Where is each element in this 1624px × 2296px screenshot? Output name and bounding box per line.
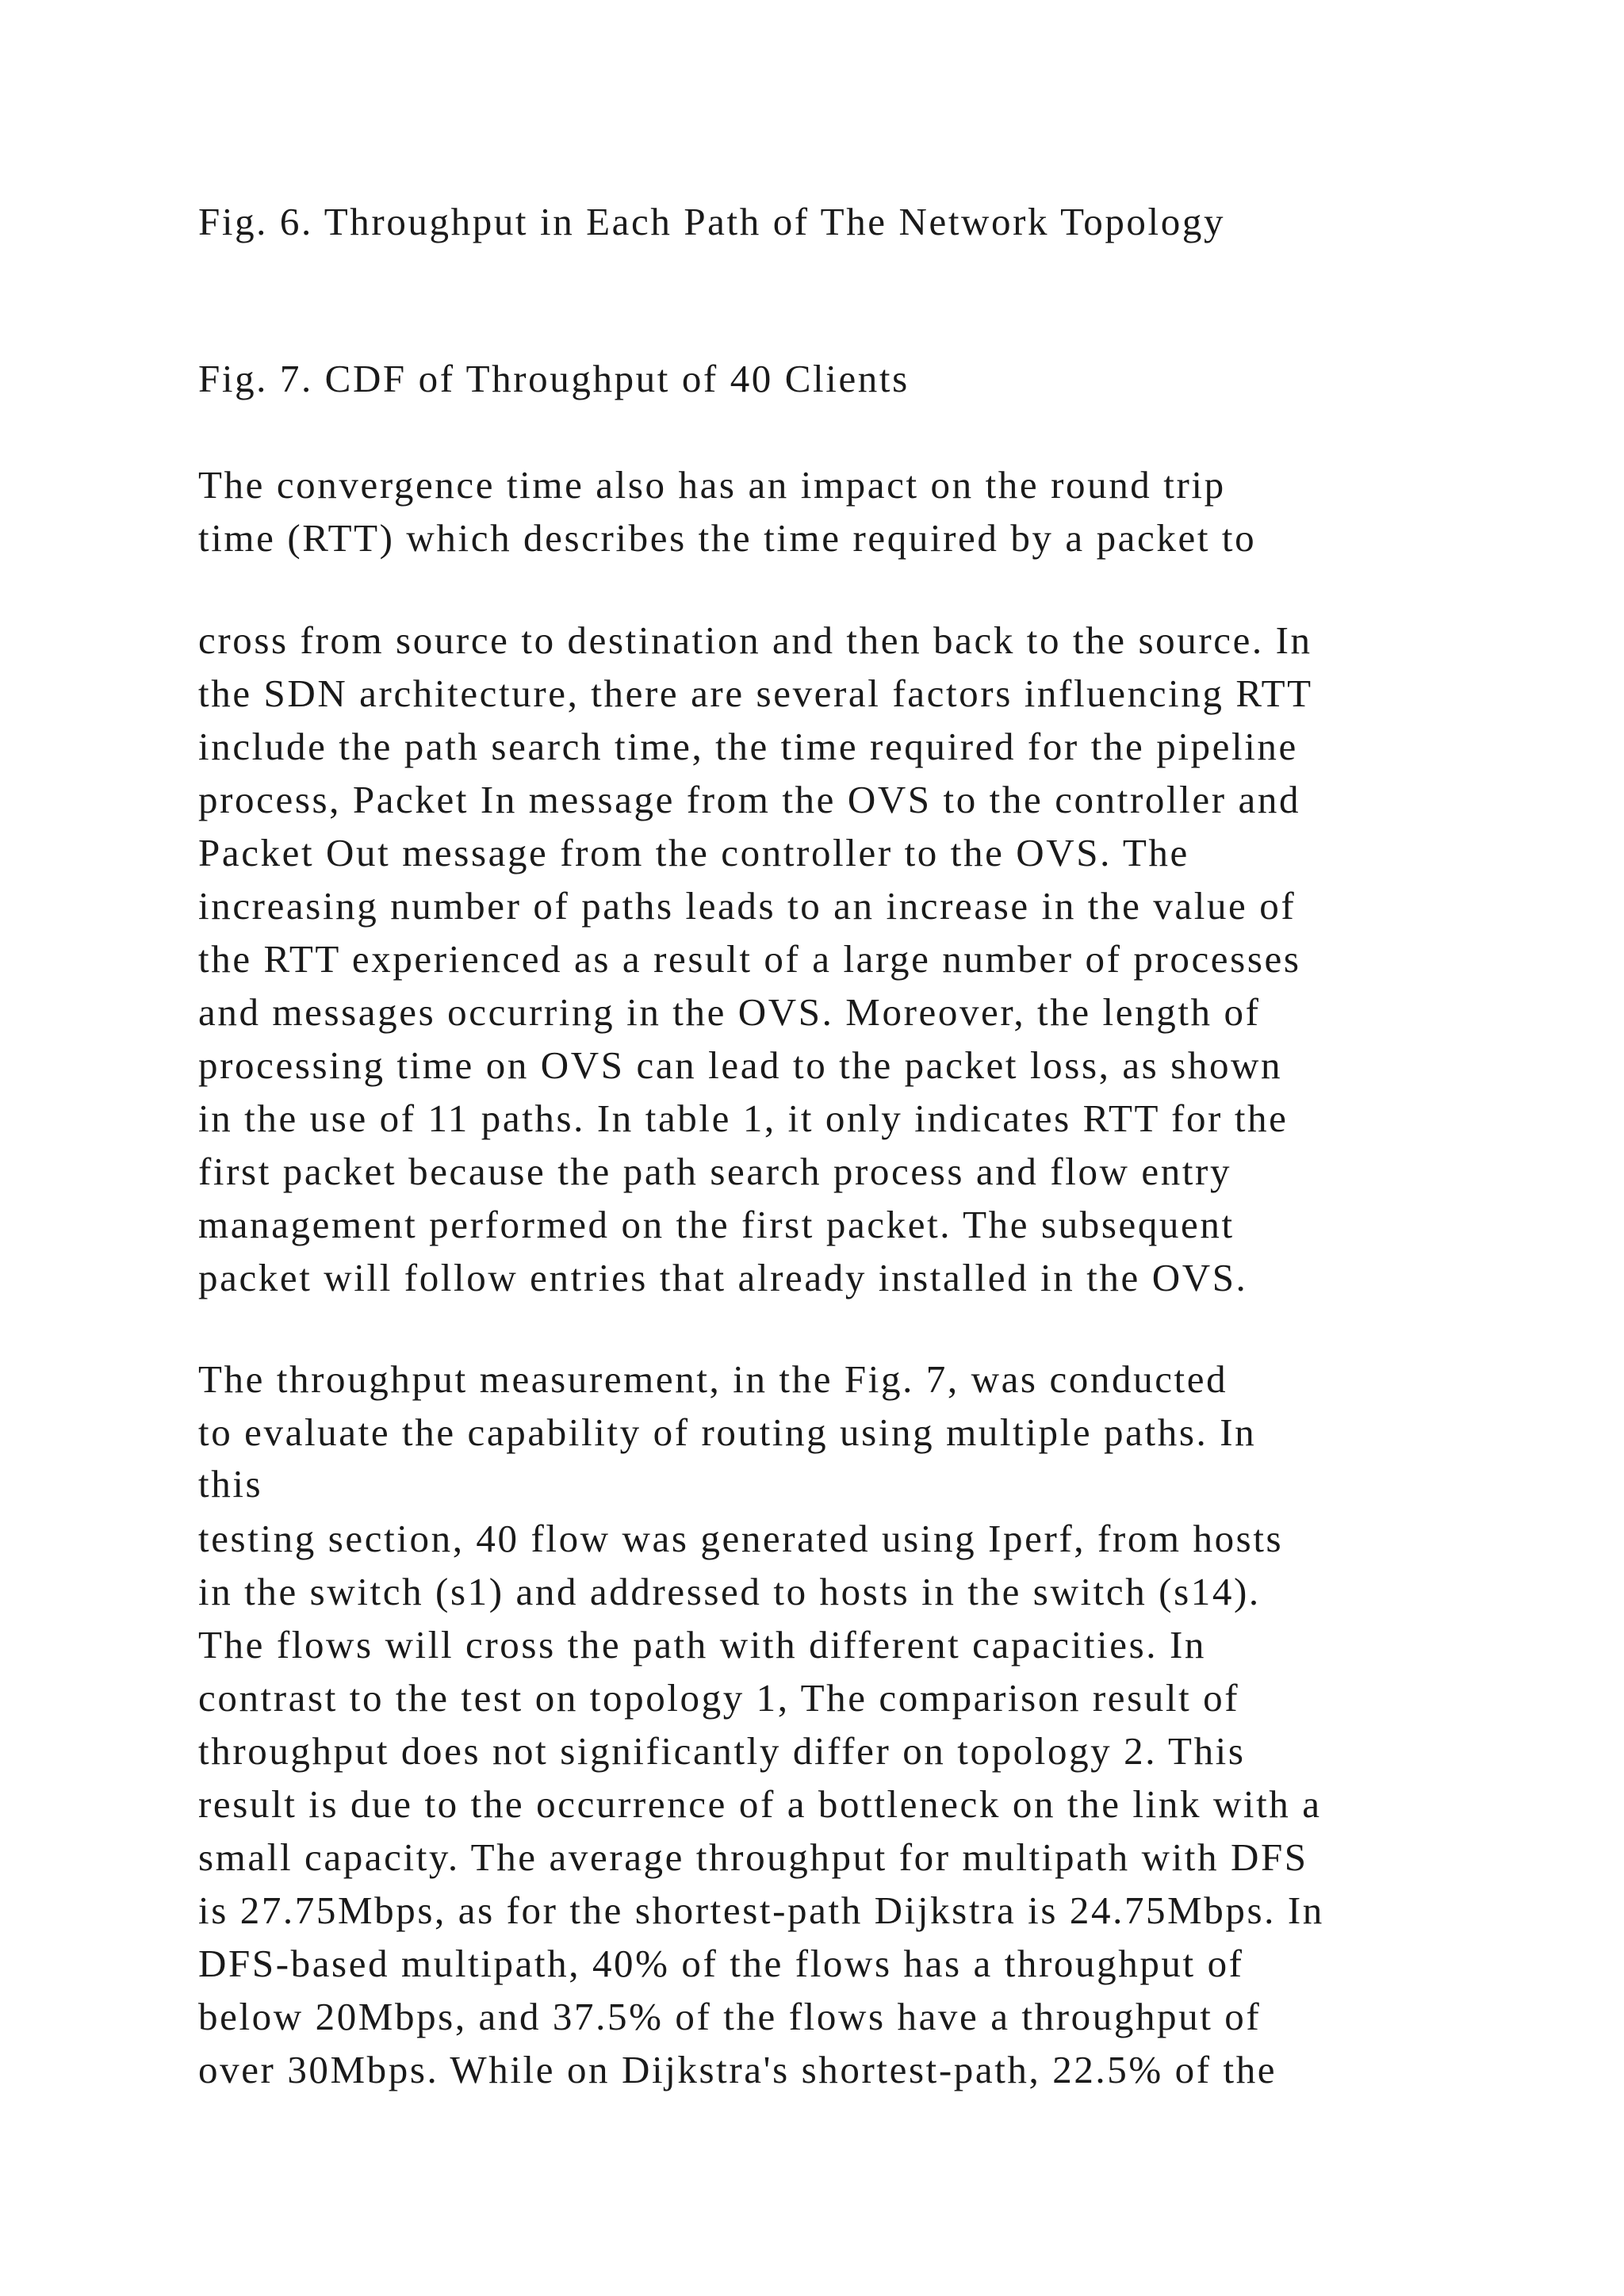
text-line: include the path search time, the time required for the pipeline bbox=[198, 725, 1298, 768]
text-line: first packet because the path search process and flow entry bbox=[198, 1150, 1232, 1193]
text-line: The throughput measurement, in the Fig. 7, was conducted bbox=[198, 1357, 1228, 1401]
text-line: the SDN architecture, there are several factors influencing RTT bbox=[198, 672, 1313, 715]
figure-7-caption: Fig. 7. CDF of Throughput of 40 Clients bbox=[198, 357, 910, 400]
text-line: DFS-based multipath, 40% of the flows has a throughput of bbox=[198, 1942, 1244, 1985]
text-line: Packet Out message from the controller to the OVS. The bbox=[198, 831, 1189, 874]
text-line: to evaluate the capability of routing using multiple paths. In bbox=[198, 1410, 1257, 1454]
text-line: the RTT experienced as a result of a large number of processes bbox=[198, 937, 1301, 981]
text-line: The flows will cross the path with different capacities. In bbox=[198, 1623, 1206, 1667]
text-line: cross from source to destination and then back to the source. In bbox=[198, 618, 1312, 662]
text-line: process, Packet In message from the OVS to the controller and bbox=[198, 778, 1301, 821]
text-line: is 27.75Mbps, as for the shortest-path Dijkstra is 24.75Mbps. In bbox=[198, 1888, 1324, 1932]
text-line: and messages occurring in the OVS. Moreover, the length of bbox=[198, 990, 1261, 1034]
text-line: management performed on the first packet. The subsequent bbox=[198, 1203, 1235, 1246]
text-line: packet will follow entries that already installed in the OVS. bbox=[198, 1256, 1248, 1299]
text-line: increasing number of paths leads to an increase in the value of bbox=[198, 884, 1297, 928]
figure-6-caption: Fig. 6. Throughput in Each Path of The Network Topology bbox=[198, 200, 1226, 243]
text-line: contrast to the test on topology 1, The comparison result of bbox=[198, 1676, 1240, 1720]
text-line: over 30Mbps. While on Dijkstra's shortest-path, 22.5% of the bbox=[198, 2048, 1277, 2091]
text-line: below 20Mbps, and 37.5% of the flows have a throughput of bbox=[198, 1995, 1262, 2038]
text-line: result is due to the occurrence of a bottleneck on the link with a bbox=[198, 1782, 1322, 1826]
text-line: The convergence time also has an impact on the round trip bbox=[198, 463, 1226, 507]
text-line: in the use of 11 paths. In table 1, it only indicates RTT for the bbox=[198, 1096, 1289, 1140]
text-line: throughput does not significantly differ on topology 2. This bbox=[198, 1729, 1246, 1773]
text-line: in the switch (s1) and addressed to hosts in the switch (s14). bbox=[198, 1570, 1261, 1613]
text-line: small capacity. The average throughput for multipath with DFS bbox=[198, 1835, 1308, 1879]
text-line: this bbox=[198, 1462, 263, 1506]
text-line: processing time on OVS can lead to the packet loss, as shown bbox=[198, 1043, 1283, 1087]
text-line: testing section, 40 flow was generated using Iperf, from hosts bbox=[198, 1517, 1284, 1560]
text-line: time (RTT) which describes the time required by a packet to bbox=[198, 516, 1257, 560]
